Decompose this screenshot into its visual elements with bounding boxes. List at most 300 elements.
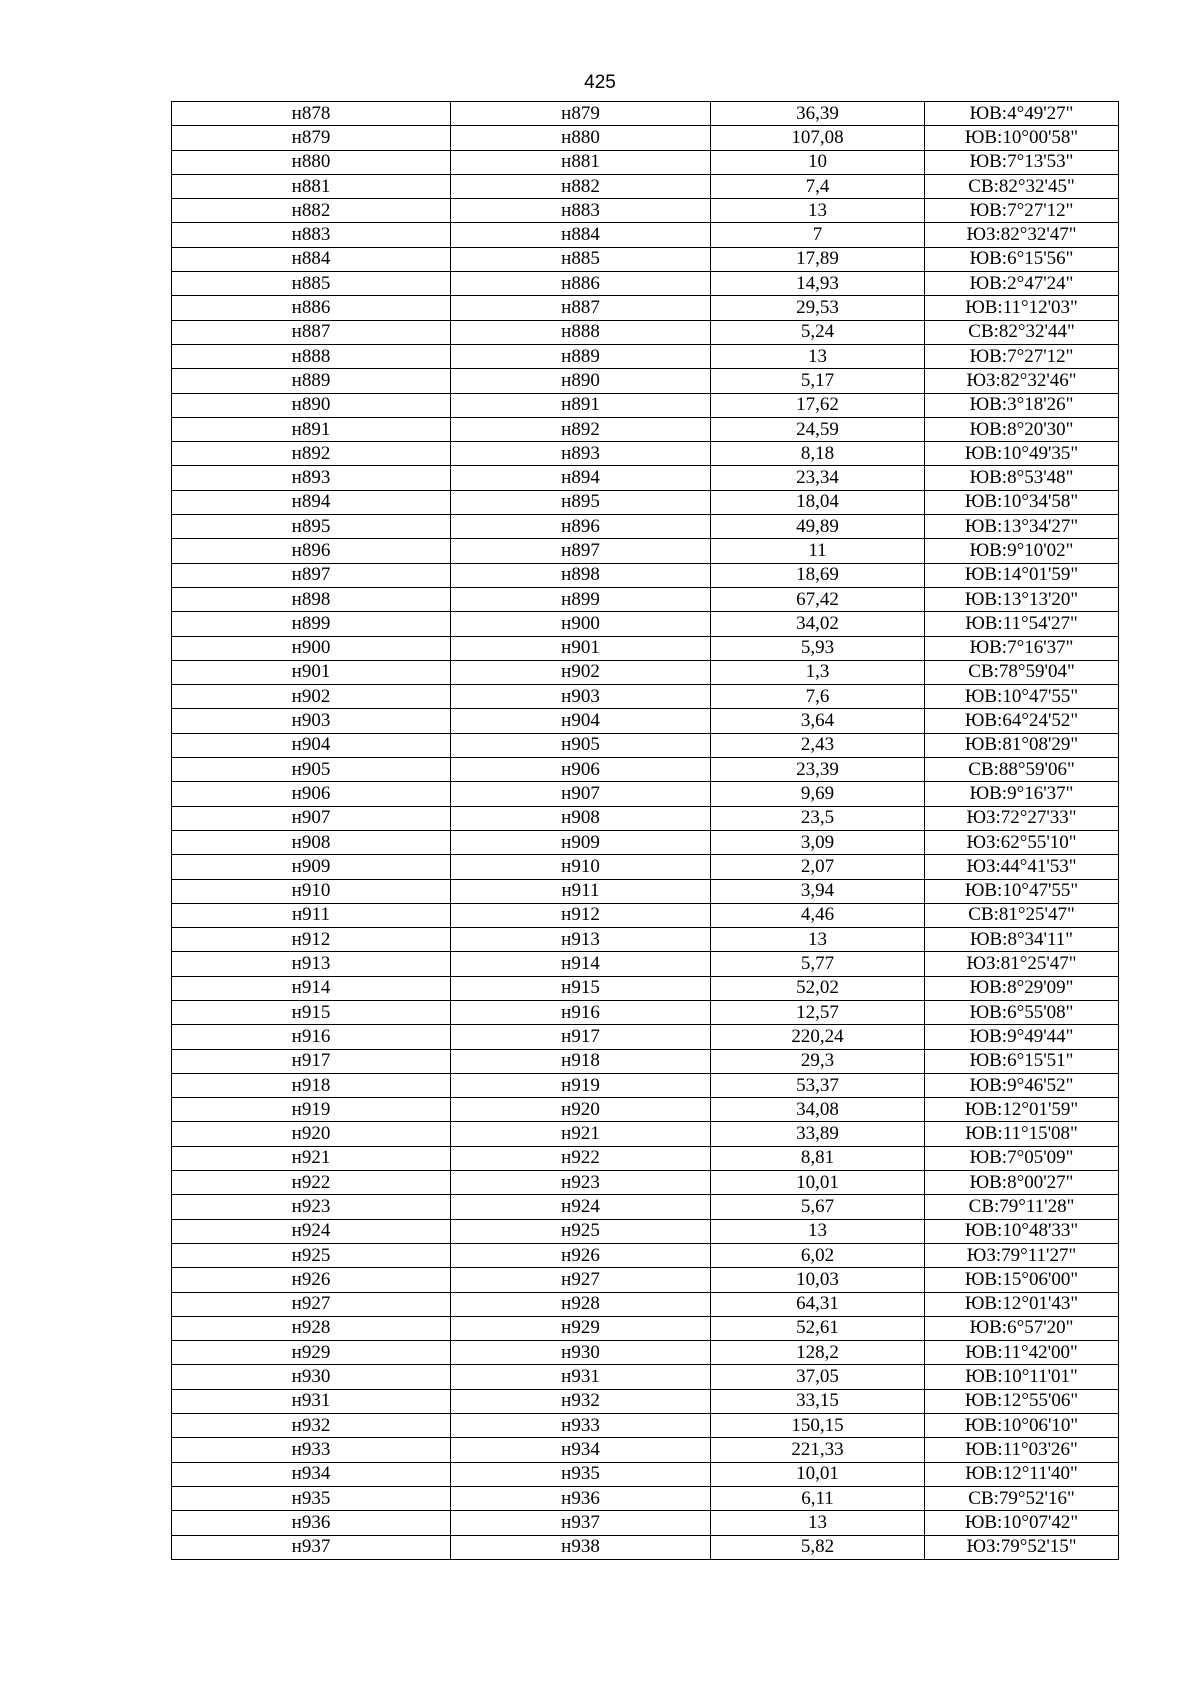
point-from-cell: н917 xyxy=(172,1049,451,1073)
bearing-cell: ЮВ:6°55'08" xyxy=(925,1000,1119,1024)
point-from-cell: н936 xyxy=(172,1511,451,1535)
bearing-cell: СВ:78°59'04" xyxy=(925,660,1119,684)
point-from-cell: н887 xyxy=(172,320,451,344)
coordinates-table xyxy=(171,101,1119,1560)
distance-cell: 37,05 xyxy=(711,1365,925,1389)
point-to-cell: н909 xyxy=(451,830,711,854)
point-from-cell: н904 xyxy=(172,733,451,757)
point-to-cell: н916 xyxy=(451,1000,711,1024)
point-from-cell: н889 xyxy=(172,369,451,393)
distance-cell: 221,33 xyxy=(711,1438,925,1462)
point-to-cell: н886 xyxy=(451,272,711,296)
point-to-cell: н915 xyxy=(451,976,711,1000)
point-from-cell: н921 xyxy=(172,1146,451,1170)
point-from-cell: н893 xyxy=(172,466,451,490)
table-row xyxy=(172,515,1119,539)
point-to-cell: н883 xyxy=(451,199,711,223)
point-from-cell: н912 xyxy=(172,928,451,952)
distance-cell: 1,3 xyxy=(711,660,925,684)
distance-cell: 7,4 xyxy=(711,174,925,198)
point-to-cell: н913 xyxy=(451,928,711,952)
distance-cell: 34,02 xyxy=(711,612,925,636)
distance-cell: 9,69 xyxy=(711,782,925,806)
point-to-cell: н895 xyxy=(451,490,711,514)
bearing-cell: ЮВ:6°15'51" xyxy=(925,1049,1119,1073)
point-to-cell: н938 xyxy=(451,1535,711,1559)
distance-cell: 49,89 xyxy=(711,515,925,539)
distance-cell: 18,69 xyxy=(711,563,925,587)
distance-cell: 6,11 xyxy=(711,1486,925,1510)
point-from-cell: н892 xyxy=(172,442,451,466)
distance-cell: 2,07 xyxy=(711,855,925,879)
distance-cell: 5,77 xyxy=(711,952,925,976)
bearing-cell: ЮВ:7°05'09" xyxy=(925,1146,1119,1170)
bearing-cell: СВ:79°52'16" xyxy=(925,1486,1119,1510)
point-to-cell: н923 xyxy=(451,1171,711,1195)
point-from-cell: н881 xyxy=(172,174,451,198)
bearing-cell: ЮВ:11°15'08" xyxy=(925,1122,1119,1146)
point-from-cell: н922 xyxy=(172,1171,451,1195)
point-to-cell: н917 xyxy=(451,1025,711,1049)
distance-cell: 17,89 xyxy=(711,247,925,271)
point-from-cell: н908 xyxy=(172,830,451,854)
point-to-cell: н889 xyxy=(451,344,711,368)
distance-cell: 52,61 xyxy=(711,1316,925,1340)
point-from-cell: н900 xyxy=(172,636,451,660)
point-to-cell: н905 xyxy=(451,733,711,757)
table-row xyxy=(172,563,1119,587)
table-body xyxy=(172,102,1119,1560)
point-from-cell: н903 xyxy=(172,709,451,733)
point-to-cell: н880 xyxy=(451,126,711,150)
point-from-cell: н884 xyxy=(172,247,451,271)
point-from-cell: н898 xyxy=(172,587,451,611)
table-row xyxy=(172,1122,1119,1146)
bearing-cell: ЮВ:12°55'06" xyxy=(925,1389,1119,1413)
table-row xyxy=(172,344,1119,368)
point-from-cell: н914 xyxy=(172,976,451,1000)
distance-cell: 29,3 xyxy=(711,1049,925,1073)
bearing-cell: ЮВ:10°34'58" xyxy=(925,490,1119,514)
table-row xyxy=(172,660,1119,684)
distance-cell: 18,04 xyxy=(711,490,925,514)
distance-cell: 64,31 xyxy=(711,1292,925,1316)
distance-cell: 220,24 xyxy=(711,1025,925,1049)
table-row xyxy=(172,1292,1119,1316)
distance-cell: 7,6 xyxy=(711,685,925,709)
point-to-cell: н936 xyxy=(451,1486,711,1510)
bearing-cell: ЮВ:12°01'59" xyxy=(925,1098,1119,1122)
table-row xyxy=(172,174,1119,198)
table-row xyxy=(172,539,1119,563)
table-row xyxy=(172,247,1119,271)
point-to-cell: н897 xyxy=(451,539,711,563)
bearing-cell: ЮВ:11°12'03" xyxy=(925,296,1119,320)
distance-cell: 34,08 xyxy=(711,1098,925,1122)
point-to-cell: н893 xyxy=(451,442,711,466)
point-to-cell: н920 xyxy=(451,1098,711,1122)
distance-cell: 23,34 xyxy=(711,466,925,490)
bearing-cell: ЮВ:15°06'00" xyxy=(925,1268,1119,1292)
distance-cell: 150,15 xyxy=(711,1414,925,1438)
point-to-cell: н903 xyxy=(451,685,711,709)
bearing-cell: ЮВ:10°07'42" xyxy=(925,1511,1119,1535)
bearing-cell: СВ:81°25'47" xyxy=(925,903,1119,927)
bearing-cell: ЮЗ:79°52'15" xyxy=(925,1535,1119,1559)
point-to-cell: н933 xyxy=(451,1414,711,1438)
table-row xyxy=(172,782,1119,806)
point-from-cell: н923 xyxy=(172,1195,451,1219)
bearing-cell: ЮЗ:62°55'10" xyxy=(925,830,1119,854)
distance-cell: 6,02 xyxy=(711,1243,925,1267)
point-to-cell: н924 xyxy=(451,1195,711,1219)
table-row xyxy=(172,1511,1119,1535)
distance-cell: 13 xyxy=(711,928,925,952)
bearing-cell: ЮВ:9°46'52" xyxy=(925,1073,1119,1097)
table-row xyxy=(172,1243,1119,1267)
table-row xyxy=(172,150,1119,174)
point-from-cell: н937 xyxy=(172,1535,451,1559)
table-row xyxy=(172,1365,1119,1389)
bearing-cell: ЮВ:6°57'20" xyxy=(925,1316,1119,1340)
distance-cell: 5,17 xyxy=(711,369,925,393)
bearing-cell: ЮВ:8°53'48" xyxy=(925,466,1119,490)
distance-cell: 5,24 xyxy=(711,320,925,344)
distance-cell: 128,2 xyxy=(711,1341,925,1365)
distance-cell: 29,53 xyxy=(711,296,925,320)
table-row xyxy=(172,1171,1119,1195)
table-row xyxy=(172,612,1119,636)
bearing-cell: ЮВ:8°34'11" xyxy=(925,928,1119,952)
point-to-cell: н911 xyxy=(451,879,711,903)
bearing-cell: ЮВ:10°00'58" xyxy=(925,126,1119,150)
point-from-cell: н932 xyxy=(172,1414,451,1438)
point-from-cell: н933 xyxy=(172,1438,451,1462)
bearing-cell: ЮВ:10°47'55" xyxy=(925,685,1119,709)
table-row xyxy=(172,1341,1119,1365)
table-row xyxy=(172,1098,1119,1122)
point-from-cell: н911 xyxy=(172,903,451,927)
table-row xyxy=(172,806,1119,830)
point-to-cell: н902 xyxy=(451,660,711,684)
point-from-cell: н878 xyxy=(172,102,451,126)
table-row xyxy=(172,1049,1119,1073)
bearing-cell: ЮВ:11°42'00" xyxy=(925,1341,1119,1365)
distance-cell: 13 xyxy=(711,1511,925,1535)
distance-cell: 36,39 xyxy=(711,102,925,126)
table-row xyxy=(172,490,1119,514)
point-from-cell: н895 xyxy=(172,515,451,539)
bearing-cell: ЮВ:10°47'55" xyxy=(925,879,1119,903)
distance-cell: 13 xyxy=(711,1219,925,1243)
table-row xyxy=(172,199,1119,223)
bearing-cell: ЮВ:10°06'10" xyxy=(925,1414,1119,1438)
point-from-cell: н901 xyxy=(172,660,451,684)
point-from-cell: н897 xyxy=(172,563,451,587)
distance-cell: 107,08 xyxy=(711,126,925,150)
point-to-cell: н907 xyxy=(451,782,711,806)
distance-cell: 5,67 xyxy=(711,1195,925,1219)
point-from-cell: н926 xyxy=(172,1268,451,1292)
table-row xyxy=(172,1268,1119,1292)
point-from-cell: н906 xyxy=(172,782,451,806)
point-to-cell: н927 xyxy=(451,1268,711,1292)
bearing-cell: ЮВ:8°29'09" xyxy=(925,976,1119,1000)
point-to-cell: н931 xyxy=(451,1365,711,1389)
bearing-cell: ЮВ:14°01'59" xyxy=(925,563,1119,587)
point-to-cell: н901 xyxy=(451,636,711,660)
point-to-cell: н899 xyxy=(451,587,711,611)
table-row xyxy=(172,855,1119,879)
point-from-cell: н909 xyxy=(172,855,451,879)
distance-cell: 23,39 xyxy=(711,758,925,782)
bearing-cell: СВ:82°32'45" xyxy=(925,174,1119,198)
point-to-cell: н885 xyxy=(451,247,711,271)
point-from-cell: н929 xyxy=(172,1341,451,1365)
point-to-cell: н890 xyxy=(451,369,711,393)
distance-cell: 5,82 xyxy=(711,1535,925,1559)
table-row xyxy=(172,102,1119,126)
point-from-cell: н915 xyxy=(172,1000,451,1024)
distance-cell: 10,01 xyxy=(711,1171,925,1195)
point-from-cell: н891 xyxy=(172,417,451,441)
bearing-cell: ЮВ:81°08'29" xyxy=(925,733,1119,757)
bearing-cell: ЮЗ:72°27'33" xyxy=(925,806,1119,830)
table-row xyxy=(172,1462,1119,1486)
table-row xyxy=(172,1073,1119,1097)
point-to-cell: н925 xyxy=(451,1219,711,1243)
point-from-cell: н919 xyxy=(172,1098,451,1122)
distance-cell: 52,02 xyxy=(711,976,925,1000)
point-from-cell: н928 xyxy=(172,1316,451,1340)
bearing-cell: ЮВ:7°27'12" xyxy=(925,199,1119,223)
table-row xyxy=(172,1146,1119,1170)
bearing-cell: ЮВ:11°03'26" xyxy=(925,1438,1119,1462)
point-to-cell: н881 xyxy=(451,150,711,174)
bearing-cell: ЮЗ:81°25'47" xyxy=(925,952,1119,976)
point-from-cell: н882 xyxy=(172,199,451,223)
table-row xyxy=(172,1438,1119,1462)
bearing-cell: ЮВ:8°20'30" xyxy=(925,417,1119,441)
distance-cell: 3,64 xyxy=(711,709,925,733)
table-row xyxy=(172,928,1119,952)
table-row xyxy=(172,830,1119,854)
point-to-cell: н926 xyxy=(451,1243,711,1267)
table-row xyxy=(172,1195,1119,1219)
table-row xyxy=(172,369,1119,393)
distance-cell: 12,57 xyxy=(711,1000,925,1024)
table-row xyxy=(172,393,1119,417)
point-from-cell: н918 xyxy=(172,1073,451,1097)
point-from-cell: н931 xyxy=(172,1389,451,1413)
point-from-cell: н930 xyxy=(172,1365,451,1389)
table-row xyxy=(172,442,1119,466)
point-to-cell: н887 xyxy=(451,296,711,320)
table-row xyxy=(172,1389,1119,1413)
table-row xyxy=(172,1000,1119,1024)
point-from-cell: н910 xyxy=(172,879,451,903)
bearing-cell: ЮВ:13°13'20" xyxy=(925,587,1119,611)
point-from-cell: н886 xyxy=(172,296,451,320)
point-to-cell: н904 xyxy=(451,709,711,733)
table-row xyxy=(172,1486,1119,1510)
point-from-cell: н934 xyxy=(172,1462,451,1486)
bearing-cell: ЮВ:6°15'56" xyxy=(925,247,1119,271)
point-to-cell: н898 xyxy=(451,563,711,587)
point-to-cell: н900 xyxy=(451,612,711,636)
point-to-cell: н910 xyxy=(451,855,711,879)
table-row xyxy=(172,1316,1119,1340)
distance-cell: 5,93 xyxy=(711,636,925,660)
table-row xyxy=(172,417,1119,441)
bearing-cell: ЮВ:10°11'01" xyxy=(925,1365,1119,1389)
point-from-cell: н896 xyxy=(172,539,451,563)
point-to-cell: н896 xyxy=(451,515,711,539)
table-row xyxy=(172,320,1119,344)
distance-cell: 53,37 xyxy=(711,1073,925,1097)
point-to-cell: н891 xyxy=(451,393,711,417)
point-to-cell: н918 xyxy=(451,1049,711,1073)
point-to-cell: н892 xyxy=(451,417,711,441)
bearing-cell: ЮВ:7°27'12" xyxy=(925,344,1119,368)
page-number: 425 xyxy=(584,72,616,93)
distance-cell: 3,09 xyxy=(711,830,925,854)
bearing-cell: ЮВ:9°10'02" xyxy=(925,539,1119,563)
distance-cell: 2,43 xyxy=(711,733,925,757)
point-to-cell: н879 xyxy=(451,102,711,126)
distance-cell: 13 xyxy=(711,199,925,223)
distance-cell: 10 xyxy=(711,150,925,174)
point-from-cell: н885 xyxy=(172,272,451,296)
table-row xyxy=(172,636,1119,660)
table-row xyxy=(172,296,1119,320)
table-row xyxy=(172,126,1119,150)
distance-cell: 17,62 xyxy=(711,393,925,417)
point-from-cell: н890 xyxy=(172,393,451,417)
bearing-cell: СВ:79°11'28" xyxy=(925,1195,1119,1219)
point-from-cell: н888 xyxy=(172,344,451,368)
point-to-cell: н884 xyxy=(451,223,711,247)
point-to-cell: н912 xyxy=(451,903,711,927)
table-row xyxy=(172,1025,1119,1049)
bearing-cell: ЮЗ:82°32'46" xyxy=(925,369,1119,393)
point-from-cell: н880 xyxy=(172,150,451,174)
bearing-cell: ЮВ:9°49'44" xyxy=(925,1025,1119,1049)
distance-cell: 8,81 xyxy=(711,1146,925,1170)
distance-cell: 33,89 xyxy=(711,1122,925,1146)
point-to-cell: н932 xyxy=(451,1389,711,1413)
table-row xyxy=(172,709,1119,733)
point-from-cell: н899 xyxy=(172,612,451,636)
bearing-cell: ЮВ:11°54'27" xyxy=(925,612,1119,636)
bearing-cell: ЮВ:7°13'53" xyxy=(925,150,1119,174)
table-row xyxy=(172,685,1119,709)
bearing-cell: ЮВ:7°16'37" xyxy=(925,636,1119,660)
point-to-cell: н919 xyxy=(451,1073,711,1097)
table-row xyxy=(172,272,1119,296)
distance-cell: 67,42 xyxy=(711,587,925,611)
distance-cell: 3,94 xyxy=(711,879,925,903)
bearing-cell: ЮВ:64°24'52" xyxy=(925,709,1119,733)
point-from-cell: н879 xyxy=(172,126,451,150)
bearing-cell: ЮВ:12°01'43" xyxy=(925,1292,1119,1316)
bearing-cell: ЮЗ:82°32'47" xyxy=(925,223,1119,247)
table-row xyxy=(172,1219,1119,1243)
point-to-cell: н922 xyxy=(451,1146,711,1170)
table-row xyxy=(172,976,1119,1000)
point-to-cell: н935 xyxy=(451,1462,711,1486)
distance-cell: 4,46 xyxy=(711,903,925,927)
distance-cell: 33,15 xyxy=(711,1389,925,1413)
point-to-cell: н888 xyxy=(451,320,711,344)
point-to-cell: н921 xyxy=(451,1122,711,1146)
bearing-cell: ЮЗ:44°41'53" xyxy=(925,855,1119,879)
bearing-cell: ЮВ:4°49'27" xyxy=(925,102,1119,126)
point-from-cell: н920 xyxy=(172,1122,451,1146)
point-to-cell: н894 xyxy=(451,466,711,490)
table-row xyxy=(172,223,1119,247)
bearing-cell: ЮВ:2°47'24" xyxy=(925,272,1119,296)
distance-cell: 23,5 xyxy=(711,806,925,830)
distance-cell: 8,18 xyxy=(711,442,925,466)
distance-cell: 10,01 xyxy=(711,1462,925,1486)
table-row xyxy=(172,1414,1119,1438)
point-from-cell: н913 xyxy=(172,952,451,976)
bearing-cell: ЮВ:9°16'37" xyxy=(925,782,1119,806)
distance-cell: 24,59 xyxy=(711,417,925,441)
distance-cell: 14,93 xyxy=(711,272,925,296)
table-row xyxy=(172,1535,1119,1559)
point-to-cell: н937 xyxy=(451,1511,711,1535)
point-from-cell: н935 xyxy=(172,1486,451,1510)
bearing-cell: ЮЗ:79°11'27" xyxy=(925,1243,1119,1267)
bearing-cell: ЮВ:13°34'27" xyxy=(925,515,1119,539)
point-from-cell: н927 xyxy=(172,1292,451,1316)
table-row xyxy=(172,587,1119,611)
point-from-cell: н924 xyxy=(172,1219,451,1243)
point-to-cell: н882 xyxy=(451,174,711,198)
table-row xyxy=(172,466,1119,490)
point-from-cell: н894 xyxy=(172,490,451,514)
point-from-cell: н925 xyxy=(172,1243,451,1267)
table-row xyxy=(172,733,1119,757)
point-from-cell: н902 xyxy=(172,685,451,709)
point-from-cell: н907 xyxy=(172,806,451,830)
point-to-cell: н930 xyxy=(451,1341,711,1365)
distance-cell: 13 xyxy=(711,344,925,368)
point-to-cell: н914 xyxy=(451,952,711,976)
point-to-cell: н906 xyxy=(451,758,711,782)
table-row xyxy=(172,903,1119,927)
bearing-cell: ЮВ:10°48'33" xyxy=(925,1219,1119,1243)
point-from-cell: н883 xyxy=(172,223,451,247)
table-row xyxy=(172,879,1119,903)
point-from-cell: н916 xyxy=(172,1025,451,1049)
point-to-cell: н934 xyxy=(451,1438,711,1462)
point-to-cell: н929 xyxy=(451,1316,711,1340)
point-from-cell: н905 xyxy=(172,758,451,782)
table-row xyxy=(172,758,1119,782)
point-to-cell: н908 xyxy=(451,806,711,830)
distance-cell: 10,03 xyxy=(711,1268,925,1292)
bearing-cell: ЮВ:10°49'35" xyxy=(925,442,1119,466)
distance-cell: 7 xyxy=(711,223,925,247)
bearing-cell: СВ:88°59'06" xyxy=(925,758,1119,782)
bearing-cell: ЮВ:12°11'40" xyxy=(925,1462,1119,1486)
distance-cell: 11 xyxy=(711,539,925,563)
point-to-cell: н928 xyxy=(451,1292,711,1316)
bearing-cell: СВ:82°32'44" xyxy=(925,320,1119,344)
